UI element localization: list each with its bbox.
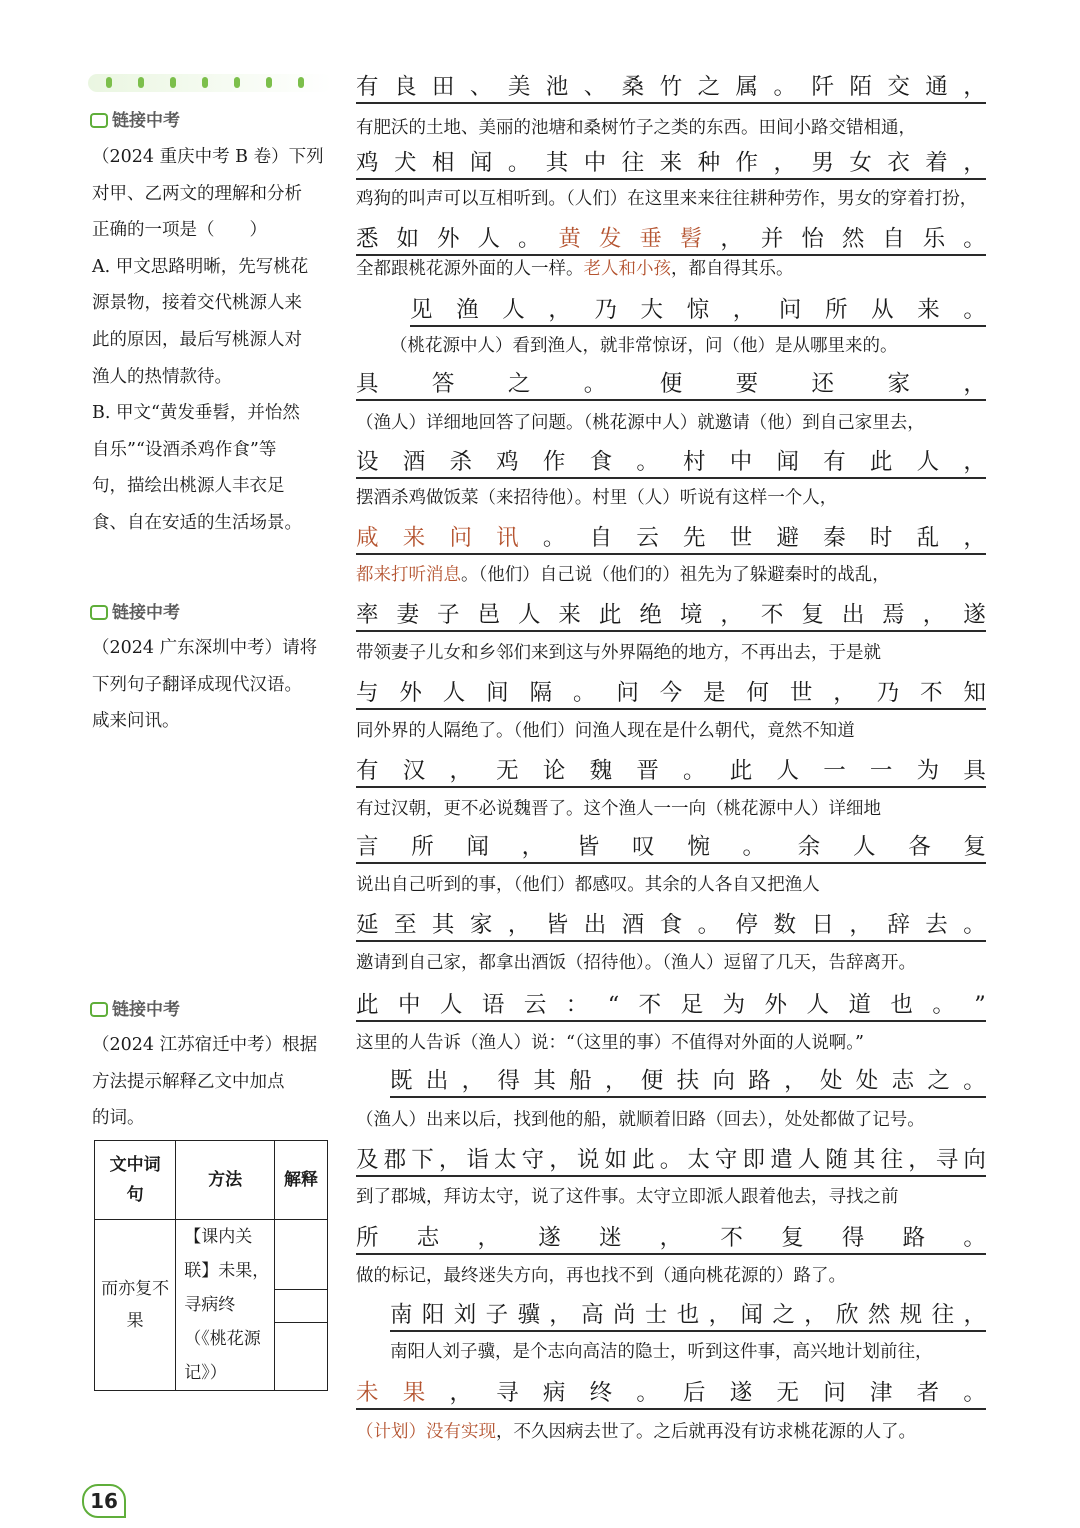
- translation-line: 做的标记，最终迷失方向，再也找不到（通向桃花源的）路了。: [356, 1266, 846, 1286]
- original-text-line: 设 酒 杀 鸡 作 食 。 村 中 闻 有 此 人 ，: [356, 445, 986, 479]
- translation-line: 全都跟桃花源外面的人一样。老人和小孩，都自得其乐。: [356, 259, 794, 279]
- table-header: 方法: [176, 1141, 275, 1220]
- exam-question-2: （2024 广东深圳中考）请将 下列句子翻译成现代汉语。 咸来问讯。: [92, 638, 318, 732]
- translation-line: 这里的人告诉（渔人）说：“（这里的事）不值得对外面的人说啊。”: [356, 1033, 864, 1053]
- translation-line: （桃花源中人）看到渔人，就非常惊讶，问（他）是从哪里来的。: [390, 336, 898, 356]
- translation-line: 南阳人刘子骥，是个志向高洁的隐士，听到这件事，高兴地计划前往，: [390, 1342, 933, 1362]
- dot-strip-decoration: [88, 74, 332, 92]
- method-table: [94, 1140, 328, 1391]
- original-text-line: 悉 如 外 人 。 黄 发 垂 髫 ， 并 怡 然 自 乐 。: [356, 222, 986, 256]
- table-word-cell: 而亦复不果: [95, 1220, 176, 1391]
- translation-line: 邀请到自己家，都拿出酒饭（招待他）。（渔人）逗留了几天，告辞离开。: [356, 953, 916, 973]
- translation-line: （计划）没有实现，不久因病去世了。之后就再没有访求桃花源的人了。: [356, 1422, 916, 1442]
- original-text-line: 咸 来 问 讯 。 自 云 先 世 避 秦 时 乱 ，: [356, 521, 986, 555]
- original-text-line: 南 阳 刘 子 骥 ， 高 尚 士 也 ， 闻 之 ， 欣 然 规 往 ，: [390, 1298, 986, 1332]
- original-text-line: 言 所 闻 ， 皆 叹 惋 。 余 人 各 复: [356, 830, 986, 864]
- original-text-line: 此 中 人 语 云 ： “ 不 足 为 外 人 道 也 。 ”: [356, 988, 986, 1022]
- original-text-line: 鸡 犬 相 闻 。 其 中 往 来 种 作 ， 男 女 衣 着 ，: [356, 146, 986, 180]
- exam-question-3: （2024 江苏宿迁中考）根据 方法提示解释乙文中加点 的词。: [92, 1035, 318, 1129]
- link-exam-heading-2: 链接中考: [90, 598, 180, 623]
- link-exam-heading-1: 链接中考: [90, 106, 180, 131]
- translation-line: 同外界的人隔绝了。（他们）问渔人现在是什么朝代，竟然不知道: [356, 721, 855, 741]
- original-text-line: 延 至 其 家 ， 皆 出 酒 食 。 停 数 日 ， 辞 去 。: [356, 908, 986, 942]
- original-text-line: 具 答 之 。 便 要 还 家 ，: [356, 367, 986, 401]
- original-text-line: 见 渔 人 ， 乃 大 惊 ， 问 所 从 来 。: [410, 293, 986, 327]
- link-icon: [90, 110, 108, 128]
- translation-line: （渔人）出来以后，找到他的船，就顺着旧路（回去），处处都做了记号。: [356, 1110, 925, 1130]
- table-header: 解释: [275, 1141, 328, 1220]
- link-exam-heading-3: 链接中考: [90, 995, 180, 1020]
- original-text-line: 率 妻 子 邑 人 来 此 绝 境 ， 不 复 出 焉 ， 遂: [356, 598, 986, 632]
- translation-line: （渔人）详细地回答了问题。（桃花源中人）就邀请（他）到自己家里去，: [356, 413, 925, 433]
- translation-line: 有过汉朝，更不必说魏晋了。这个渔人一一向（桃花源中人）详细地: [356, 799, 881, 819]
- original-text-line: 与 外 人 间 隔 。 问 今 是 何 世 ， 乃 不 知: [356, 676, 986, 710]
- translation-line: 到了郡城，拜访太守，说了这件事。太守立即派人跟着他去，寻找之前: [356, 1187, 899, 1207]
- answer-cell[interactable]: [275, 1220, 328, 1391]
- translation-line: 鸡狗的叫声可以互相听到。（人们）在这里来来往往耕种劳作，男女的穿着打扮，: [356, 189, 978, 209]
- translation-line: 说出自己听到的事，（他们）都感叹。其余的人各自又把渔人: [356, 875, 820, 895]
- link-icon: [90, 602, 108, 620]
- translation-line: 都来打听消息。（他们）自己说（他们的）祖先为了躲避秦时的战乱，: [356, 565, 890, 585]
- original-text-line: 有 良 田 、 美 池 、 桑 竹 之 属 。 阡 陌 交 通 ，: [356, 70, 986, 104]
- table-header: 文中词句: [95, 1141, 176, 1220]
- page-number: 16: [82, 1484, 126, 1518]
- translation-line: 有肥沃的土地、美丽的池塘和桑树竹子之类的东西。田间小路交错相通，: [356, 118, 916, 138]
- translation-line: 摆酒杀鸡做饭菜（来招待他）。村里（人）听说有这样一个人，: [356, 488, 838, 508]
- link-icon: [90, 999, 108, 1017]
- original-text-line: 未 果 ， 寻 病 终 。 后 遂 无 问 津 者 。: [356, 1376, 986, 1410]
- original-text-line: 所 志 ， 遂 迷 ， 不 复 得 路 。: [356, 1221, 986, 1255]
- original-text-line: 既 出 ， 得 其 船 ， 便 扶 向 路 ， 处 处 志 之 。: [390, 1064, 986, 1098]
- exam-question-1: （2024 重庆中考 B 卷）下列 对甲、乙两文的理解和分析 正确的一项是（ ） A. 甲文思路明晰，先写桃花 源景物，接着交代桃源人来 此的原因，最后写桃源人对 渔人的热情款待。 B. 甲文“黄发垂髫，并怡然 自乐”“设酒杀鸡作食”等 句，描绘出桃源人丰衣足 食、自在安适的生活场景。: [92, 147, 324, 533]
- translation-line: 带领妻子儿女和乡邻们来到这与外界隔绝的地方，不再出去，于是就: [356, 643, 881, 663]
- original-text-line: 有 汉 ， 无 论 魏 晋 。 此 人 一 一 为 具: [356, 754, 986, 788]
- original-text-line: 及 郡 下 ， 诣 太 守 ， 说 如 此 。 太 守 即 遣 人 随 其 往 ， 寻 向: [356, 1143, 986, 1177]
- table-method-cell: 【课内关联】未果，寻病终（《桃花源记》）: [176, 1220, 275, 1391]
